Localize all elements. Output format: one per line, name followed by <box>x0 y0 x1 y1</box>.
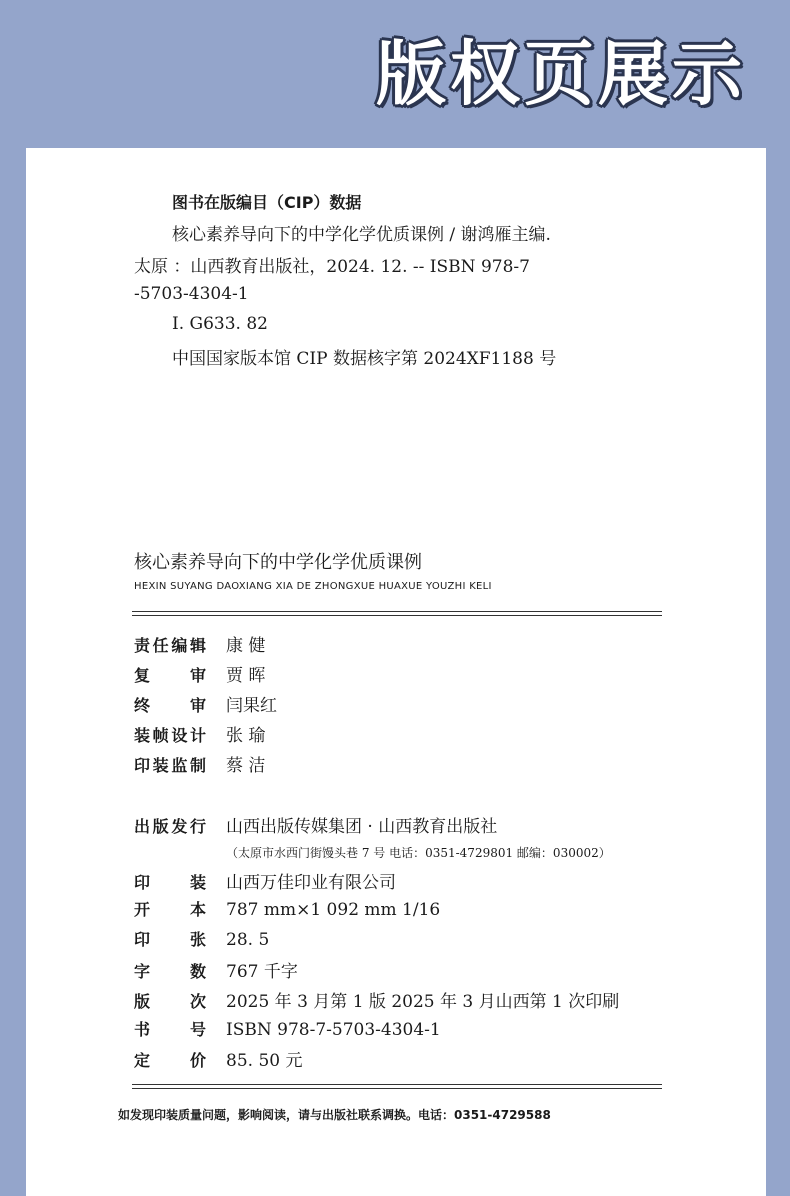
divider <box>132 615 662 616</box>
spec-row <box>134 987 619 1011</box>
credit-row <box>134 751 265 775</box>
spec-row <box>134 927 269 951</box>
cip-line-1: 核心素养导向下的中学化学优质课例 / 谢鸿雁主编. <box>172 225 551 245</box>
spec-row <box>134 1046 302 1070</box>
book-pinyin: HEXIN SUYANG DAOXIANG XIA DE ZHONGXUE HUAXUE YOUZHI KELI <box>134 581 492 592</box>
credit-value: 闫果红 <box>226 696 277 716</box>
spec-row <box>134 957 298 981</box>
cip-line-3: -5703-4304-1 <box>134 284 249 304</box>
copyright-page <box>26 148 766 1196</box>
cip-line-4: Ⅰ. G633. 82 <box>172 314 268 334</box>
credit-label: 印装监制 <box>134 756 206 775</box>
credit-row <box>134 691 277 715</box>
cip-line-2: 太原 ：山西教育出版社，2024. 12. -- ISBN 978-7 <box>134 257 530 277</box>
divider <box>132 611 662 612</box>
spec-value: 767 千字 <box>226 962 298 982</box>
spec-label: 印张 <box>134 930 206 949</box>
credit-value: 贾 晖 <box>226 666 266 686</box>
spec-row <box>134 897 440 921</box>
spec-value: 山西万佳印业有限公司 <box>226 873 396 893</box>
spec-row <box>134 1017 441 1041</box>
credit-label: 终审 <box>134 696 206 715</box>
spec-label: 开本 <box>134 900 206 919</box>
credit-value: 张 瑜 <box>226 726 266 746</box>
publisher-label: 出版发行 <box>134 817 206 836</box>
spec-value: 2025 年 3 月第 1 版 2025 年 3 月山西第 1 次印刷 <box>226 992 620 1012</box>
quality-notice: 如发现印装质量问题，影响阅读，请与出版社联系调换。电话：0351-4729588 <box>118 1108 551 1122</box>
spec-label: 版次 <box>134 992 206 1011</box>
credit-row <box>134 721 265 745</box>
book-title: 核心素养导向下的中学化学优质课例 <box>134 552 422 573</box>
credit-row <box>134 631 265 655</box>
cip-line-5: 中国国家版本馆 CIP 数据核字第 2024XF1188 号 <box>172 349 557 369</box>
publisher-value: 山西出版传媒集团 · 山西教育出版社 <box>226 817 498 837</box>
publisher-address: （太原市水西门街馒头巷 7 号 电话：0351-4729801 邮编：030002） <box>226 846 611 860</box>
spec-label: 印装 <box>134 873 206 892</box>
spec-value: 787 mm×1 092 mm 1/16 <box>226 900 441 920</box>
publisher-row <box>134 812 497 836</box>
credit-row <box>134 661 265 685</box>
spec-row <box>134 868 396 892</box>
cip-heading: 图书在版编目（CIP）数据 <box>172 193 362 212</box>
divider <box>132 1088 662 1089</box>
divider <box>132 1084 662 1085</box>
spec-value: ISBN 978-7-5703-4304-1 <box>226 1020 441 1040</box>
credit-label: 装帧设计 <box>134 726 206 745</box>
spec-label: 定价 <box>134 1051 206 1070</box>
spec-value: 28. 5 <box>226 930 270 950</box>
spec-label: 字数 <box>134 962 206 981</box>
spec-label: 书号 <box>134 1020 206 1039</box>
credit-value: 康 健 <box>226 636 266 656</box>
banner-title: 版权页展示 <box>376 33 746 115</box>
credit-label: 复审 <box>134 666 206 685</box>
credit-value: 蔡 洁 <box>226 756 266 776</box>
spec-value: 85. 50 元 <box>226 1051 303 1071</box>
credit-label: 责任编辑 <box>134 636 206 655</box>
